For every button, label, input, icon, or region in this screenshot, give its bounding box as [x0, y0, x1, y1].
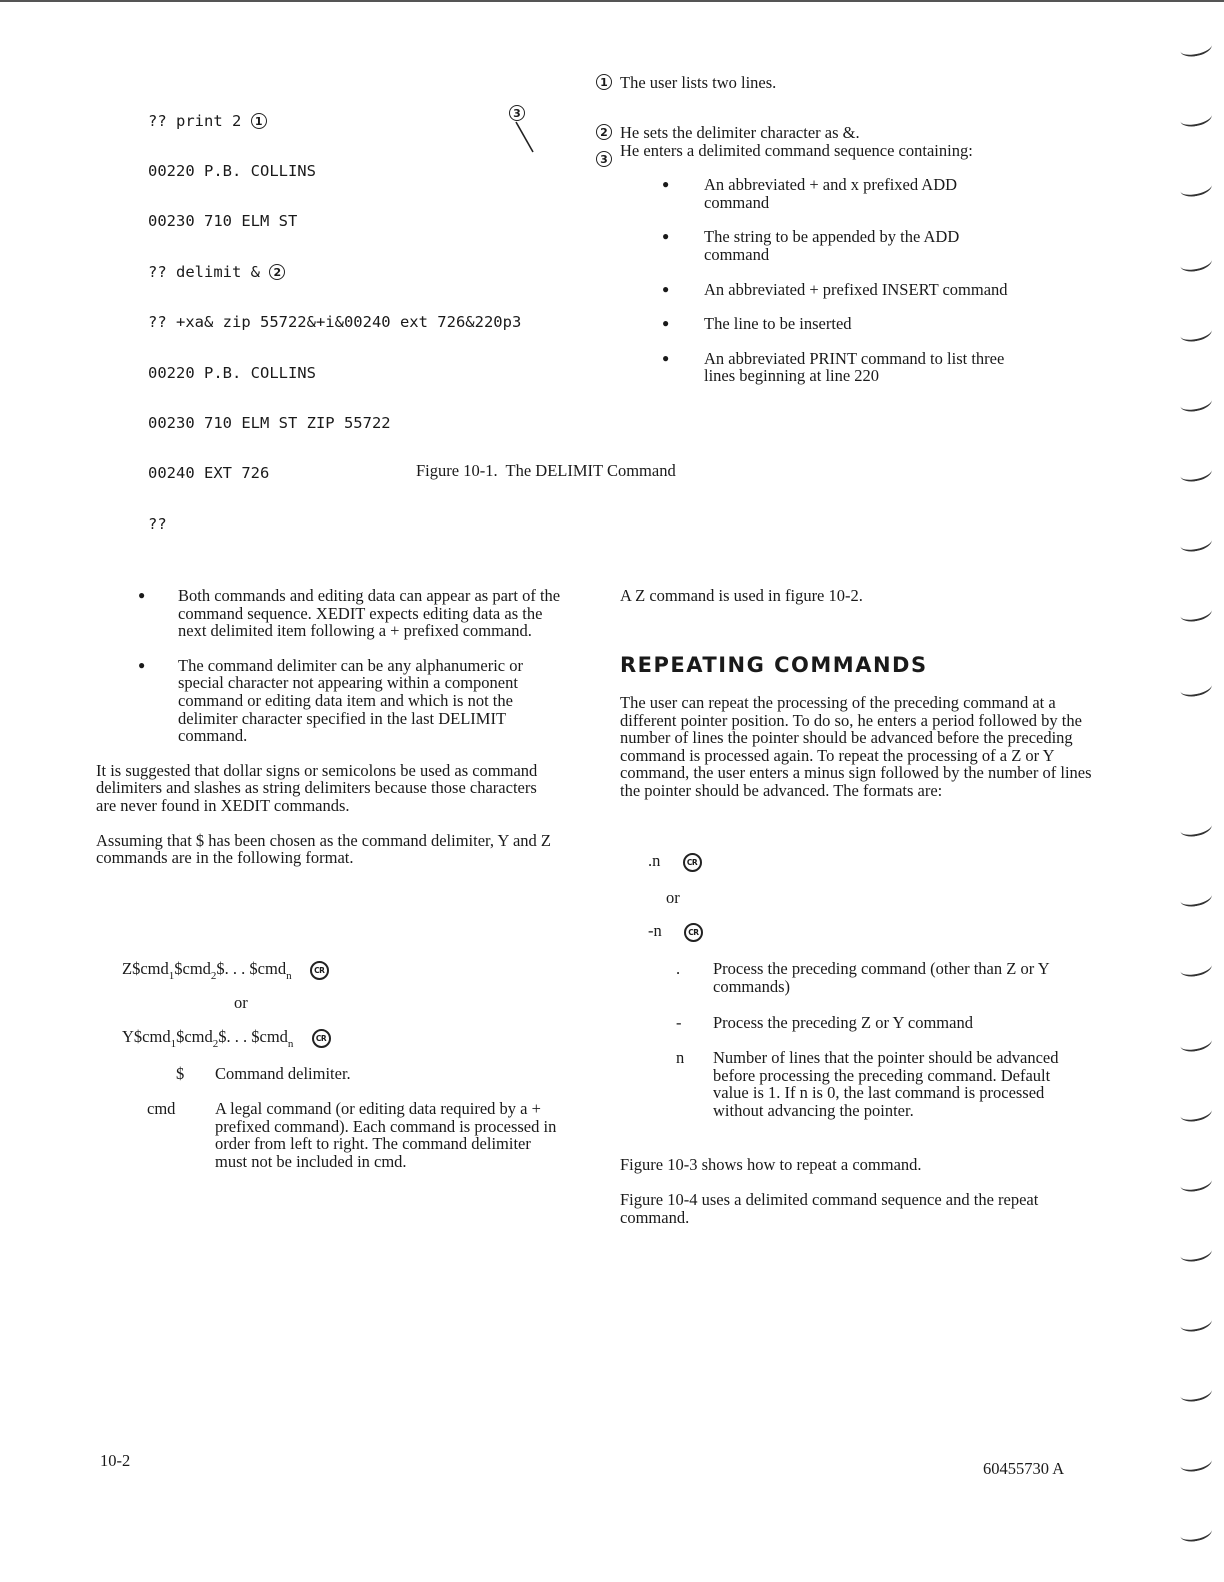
definition-term: -: [676, 1013, 682, 1032]
binder-mark: [1179, 1032, 1214, 1054]
binder-mark: [1179, 1522, 1214, 1544]
left-bullet-list: [138, 587, 568, 745]
top-rule: [0, 0, 1224, 2]
section-heading: REPEATING COMMANDS: [620, 653, 928, 677]
binder-mark: [1179, 107, 1214, 129]
definition-desc: Number of lines that the pointer should be advanced before processing the preceding command. Default value is 1. If n is 0, the last command is processed without advancing the pointer.: [713, 1048, 1059, 1120]
code-line: ??: [148, 514, 167, 533]
format-text: $. . . $cmd: [218, 1027, 288, 1046]
page-number: 10-2: [100, 1451, 131, 1470]
binder-mark: [1179, 392, 1214, 414]
code-line: 00220 P.B. COLLINS: [148, 363, 316, 382]
code-line: 00240 EXT 726: [148, 464, 270, 483]
document-number: 60455730 A: [983, 1459, 1065, 1478]
callout-marker-3: 3: [509, 105, 525, 121]
figure-caption: Figure 10-1. The DELIMIT Command: [416, 461, 676, 480]
paragraph: It is suggested that dollar signs or semicolons be used as command delimiters and slashes as string delimiters because those characters are never found in XEDIT commands.: [96, 760, 538, 815]
callout-marker-3: 3: [596, 151, 612, 167]
subscript: 2: [210, 970, 217, 982]
binder-mark: [1179, 252, 1214, 274]
callout-text: He sets the delimiter character as &.: [620, 123, 860, 142]
callout-marker-2: 2: [596, 124, 612, 140]
callout-text: The user lists two lines.: [620, 73, 777, 92]
left-column: [96, 587, 576, 867]
definition-term: .: [676, 959, 681, 978]
binder-mark: [1179, 1452, 1214, 1474]
definition-desc: Process the preceding Z or Y command: [713, 1013, 973, 1032]
format-text: $. . . $cmd: [216, 959, 287, 978]
binder-mark: [1179, 1242, 1214, 1264]
subscript: 1: [168, 970, 175, 982]
list-item: ● An abbreviated + prefixed INSERT command: [662, 281, 1012, 299]
definition-desc: Command delimiter.: [215, 1064, 351, 1083]
binder-mark: [1179, 887, 1214, 909]
code-line: 00220 P.B. COLLINS: [148, 161, 316, 180]
binder-mark: [1179, 322, 1214, 344]
binder-mark: [1179, 602, 1214, 624]
list-item: ● An abbreviated + and x prefixed ADD command: [662, 176, 1012, 211]
definition-term: cmd: [147, 1099, 176, 1118]
callout-bullet-list: [662, 176, 1012, 385]
format-text: Y$cmd: [122, 1027, 171, 1046]
format-or: or: [234, 993, 248, 1012]
carriage-return-icon: CR: [683, 853, 702, 872]
subscript: 2: [212, 1038, 219, 1050]
format-text: -n: [648, 921, 662, 940]
format-text: $cmd: [174, 959, 211, 978]
subscript: 1: [170, 1038, 177, 1050]
code-line: ?? print 2 1: [148, 113, 521, 130]
definition-desc: A legal command (or editing data required by a + prefixed command). Each command is processed in order from left to right. The command delimiter must not be included in cmd.: [215, 1099, 557, 1171]
code-line: ?? +xa& zip 55722&+i&00240 ext 726&220p3: [148, 313, 522, 332]
carriage-return-icon: CR: [684, 923, 703, 942]
repeat-format-period: [648, 852, 702, 872]
binder-mark: [1179, 532, 1214, 554]
callout-explanations: [596, 74, 1066, 402]
callout-3-text: [596, 140, 1010, 166]
binder-mark: [1179, 677, 1214, 699]
list-item: ● The command delimiter can be any alphanumeric or special character not appearing within a component command or editing data item and which is not the delimiter character specified in the last DELIMIT command.: [138, 657, 568, 745]
format-or: or: [666, 888, 680, 907]
carriage-return-icon: CR: [310, 961, 329, 980]
callout-1-text: [596, 74, 1066, 118]
list-item: ● Both commands and editing data can appear as part of the command sequence. XEDIT expects editing data as the next delimited item following a + prefixed command.: [138, 587, 568, 640]
binder-mark: [1179, 177, 1214, 199]
callout-marker-1: 1: [596, 74, 612, 90]
callout-text: He enters a delimited command sequence containing:: [620, 140, 973, 160]
binder-mark: [1179, 37, 1214, 59]
right-intro: A Z command is used in figure 10-2.: [620, 586, 863, 605]
definition-term: $: [176, 1064, 185, 1083]
paragraph: Figure 10-3 shows how to repeat a command.: [620, 1155, 922, 1174]
code-line: 00230 710 ELM ST: [148, 212, 298, 231]
repeat-format-minus: [648, 922, 703, 942]
y-format-line: [122, 1028, 331, 1048]
callout-leader-line: [505, 118, 545, 158]
subscript: n: [287, 1038, 294, 1050]
callout-2-text: [596, 124, 1066, 142]
binder-mark: [1179, 1172, 1214, 1194]
subscript: n: [286, 970, 292, 982]
carriage-return-icon: CR: [312, 1029, 331, 1048]
binder-mark: [1179, 817, 1214, 839]
binder-mark: [1179, 1312, 1214, 1334]
callout-marker-1: 1: [251, 113, 267, 129]
paragraph: Assuming that $ has been chosen as the command delimiter, Y and Z commands are in the following format.: [96, 830, 551, 868]
list-item: ● An abbreviated PRINT command to list three lines beginning at line 220: [662, 350, 1012, 385]
format-text: .n: [648, 851, 661, 870]
callout-marker-2: 2: [269, 264, 285, 280]
list-item: ● The string to be appended by the ADD command: [662, 228, 1012, 263]
binder-mark: [1179, 1382, 1214, 1404]
binder-mark: [1179, 1102, 1214, 1124]
list-item: ● The line to be inserted: [662, 315, 1012, 333]
paragraph: Figure 10-4 uses a delimited command sequence and the repeat command.: [620, 1190, 1039, 1227]
binder-mark: [1179, 957, 1214, 979]
code-line: 00230 710 ELM ST ZIP 55722: [148, 413, 391, 432]
definition-term: n: [676, 1048, 685, 1067]
code-line: ?? delimit & 2: [148, 264, 521, 281]
definition-desc: Process the preceding command (other than Z or Y commands): [713, 959, 1050, 996]
format-text: Z$cmd: [122, 959, 169, 978]
format-text: $cmd: [176, 1027, 213, 1046]
paragraph: The user can repeat the processing of the preceding command at a different pointer position. To do so, he enters a period followed by the number of lines the pointer should be advanced before the preceding command is processed again. To repeat the processing of a Z or Y command, the user enters a minus sign followed by the number of lines the pointer should be advanced. The formats are:: [620, 693, 1092, 800]
binder-mark: [1179, 462, 1214, 484]
z-format-line: [122, 960, 329, 980]
